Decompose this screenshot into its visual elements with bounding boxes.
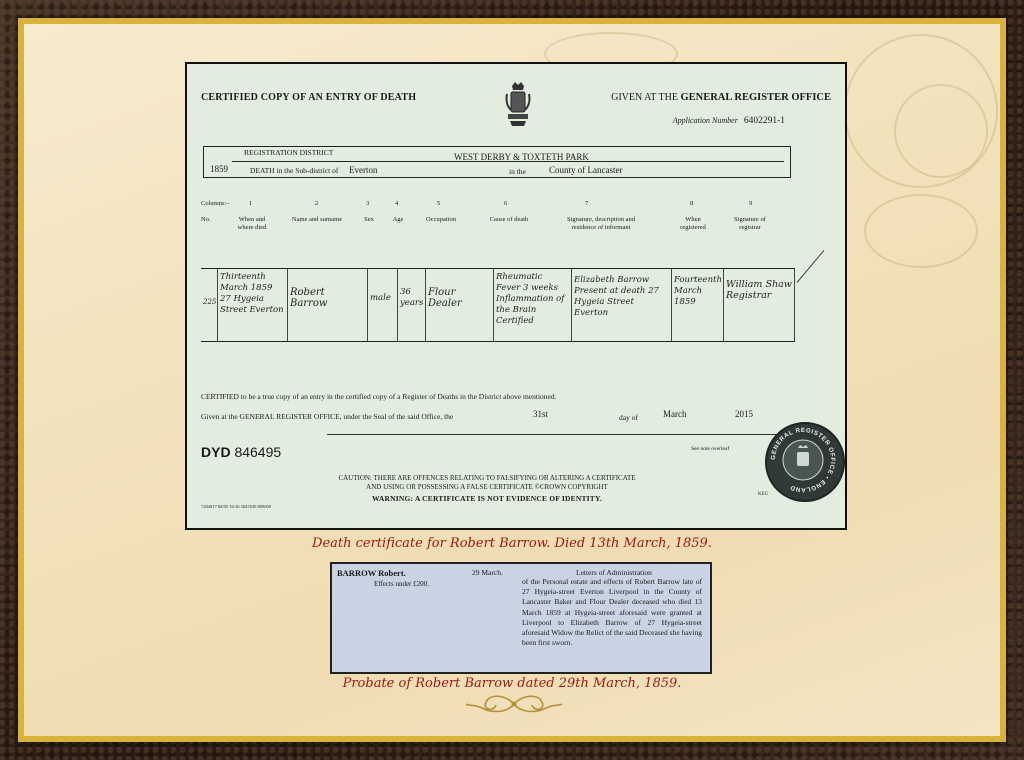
probate-record bbox=[330, 562, 712, 674]
signature-line bbox=[327, 434, 827, 435]
column-header-occupation: Occupation bbox=[426, 216, 456, 223]
given-text: Given at the GENERAL REGISTER OFFICE, under the Seal of the said Office, the bbox=[201, 412, 454, 421]
entry-informant: Elizabeth Barrow Present at death 27 Hygeia Street Everton bbox=[571, 269, 671, 341]
diagonal-line bbox=[797, 250, 825, 283]
column-number: 8 bbox=[690, 200, 694, 207]
column-number: 4 bbox=[395, 200, 399, 207]
entry-name: Robert Barrow bbox=[287, 269, 367, 341]
serial-prefix: DYD bbox=[201, 444, 231, 460]
death-certificate-caption: Death certificate for Robert Barrow. Died 13th March, 1859. bbox=[312, 536, 712, 551]
certified-month: March bbox=[663, 409, 687, 419]
probate-body-text: of the Personal estate and effects of Robert Barrow late of 27 Hygeia-street Everton Liverpool in the County of Lancaster Baker and Flour Dealer deceased who died 13 March 1859 at Hygeia-street aforesaid were granted at Liverpool to Elizabeth Barrow of 27 Hygeia-street aforesaid Widow the Relict of the said Deceased she having been first sworn. bbox=[522, 577, 702, 648]
keg-code: KEG bbox=[758, 492, 769, 497]
certificate-title: CERTIFIED COPY OF AN ENTRY OF DEATH bbox=[201, 92, 417, 103]
column-number: 9 bbox=[749, 200, 753, 207]
general-register-office-seal-icon bbox=[765, 422, 845, 502]
given-at-office bbox=[611, 92, 831, 103]
given-at-office-name: GENERAL REGISTER OFFICE bbox=[680, 92, 831, 103]
entry-registrar: William Shaw Registrar bbox=[723, 269, 795, 341]
entry-registered: Fourteenth March 1859 bbox=[671, 269, 723, 341]
column-header-when-where: When and where died bbox=[237, 216, 267, 231]
application-label: Application Number bbox=[672, 116, 738, 125]
decorative-flourish-icon bbox=[464, 692, 564, 716]
decorative-swirl bbox=[864, 194, 978, 268]
columns-label: Columns:– bbox=[201, 200, 230, 207]
subdistrict-label: DEATH in the Sub-district of bbox=[250, 166, 339, 175]
registration-district-value: WEST DERBY & TOXTETH PARK bbox=[454, 152, 589, 162]
gold-frame bbox=[18, 18, 1006, 742]
divider bbox=[232, 161, 784, 162]
caution-line: AND USING OR POSSESSING A FALSE CERTIFICATE ©CROWN COPYRIGHT bbox=[366, 483, 608, 491]
entry-when-where: Thirteenth March 1859 27 Hygeia Street Everton bbox=[217, 269, 287, 341]
seal-text: GENERAL REGISTER OFFICE • ENGLAND bbox=[769, 426, 837, 494]
death-certificate bbox=[185, 62, 847, 530]
royal-crest-icon bbox=[503, 80, 533, 130]
registration-district-box bbox=[203, 146, 791, 178]
probate-date: 29 March. bbox=[472, 568, 503, 577]
column-header-no: No. bbox=[201, 216, 211, 223]
column-number: 6 bbox=[504, 200, 508, 207]
column-header-name: Name and surname bbox=[291, 216, 343, 223]
entry-sex: male bbox=[367, 269, 397, 341]
column-number: 3 bbox=[366, 200, 370, 207]
certified-day: 31st bbox=[533, 409, 549, 419]
caution-text bbox=[277, 474, 697, 492]
column-header-registered: When registered bbox=[680, 216, 706, 231]
column-header-age: Age bbox=[392, 216, 404, 223]
certified-text: CERTIFIED to be a true copy of an entry in the certified copy of a Register of Deaths in the District above mentioned. bbox=[201, 392, 557, 401]
day-of-label: day of bbox=[619, 413, 638, 422]
see-note: See note overleaf bbox=[691, 446, 730, 452]
print-code: 7284817 84/05 16/16 3647630 809000 bbox=[201, 504, 272, 509]
serial-number bbox=[201, 444, 281, 460]
entry-number: 225 bbox=[203, 298, 217, 306]
caution-line: CAUTION: THERE ARE OFFENCES RELATING TO FALSIFYING OR ALTERING A CERTIFICATE bbox=[338, 474, 636, 482]
year: 1859 bbox=[210, 164, 228, 174]
column-header-registrar: Signature of registrar bbox=[734, 216, 766, 231]
application-number-value: 6402291-1 bbox=[743, 116, 785, 126]
column-header-informant: Signature, description and residence of informant bbox=[566, 216, 636, 231]
serial-number-value: 846495 bbox=[234, 444, 282, 460]
warning-text: WARNING: A CERTIFICATE IS NOT EVIDENCE OF IDENTITY. bbox=[372, 494, 602, 503]
probate-effects: Effects under £200. bbox=[374, 580, 429, 588]
column-number: 7 bbox=[585, 200, 589, 207]
column-number: 2 bbox=[315, 200, 319, 207]
entry-row bbox=[201, 268, 795, 342]
entry-cause: Rheumatic Fever 3 weeks Inflammation of the Brain Certified bbox=[493, 269, 571, 341]
registration-district-label: REGISTRATION DISTRICT bbox=[244, 148, 334, 157]
column-header-cause: Cause of death bbox=[489, 216, 529, 223]
probate-name: BARROW Robert. bbox=[337, 568, 406, 578]
parchment-background bbox=[24, 24, 1000, 736]
probate-caption: Probate of Robert Barrow dated 29th March, 1859. bbox=[342, 676, 682, 691]
entry-age: 36 years bbox=[397, 269, 425, 341]
application-number bbox=[673, 116, 785, 126]
column-number: 5 bbox=[437, 200, 441, 207]
column-header-sex: Sex bbox=[364, 216, 374, 223]
column-number: 1 bbox=[249, 200, 253, 207]
given-at-prefix: GIVEN AT THE bbox=[611, 92, 678, 103]
county-value: County of Lancaster bbox=[549, 165, 623, 175]
certified-year: 2015 bbox=[735, 409, 753, 419]
in-the-label: in the bbox=[509, 167, 526, 176]
decorative-swirl bbox=[894, 84, 988, 178]
subdistrict-value: Everton bbox=[349, 165, 378, 175]
probate-letters-heading: Letters of Administration bbox=[576, 568, 652, 577]
entry-occupation: Flour Dealer bbox=[425, 269, 493, 341]
